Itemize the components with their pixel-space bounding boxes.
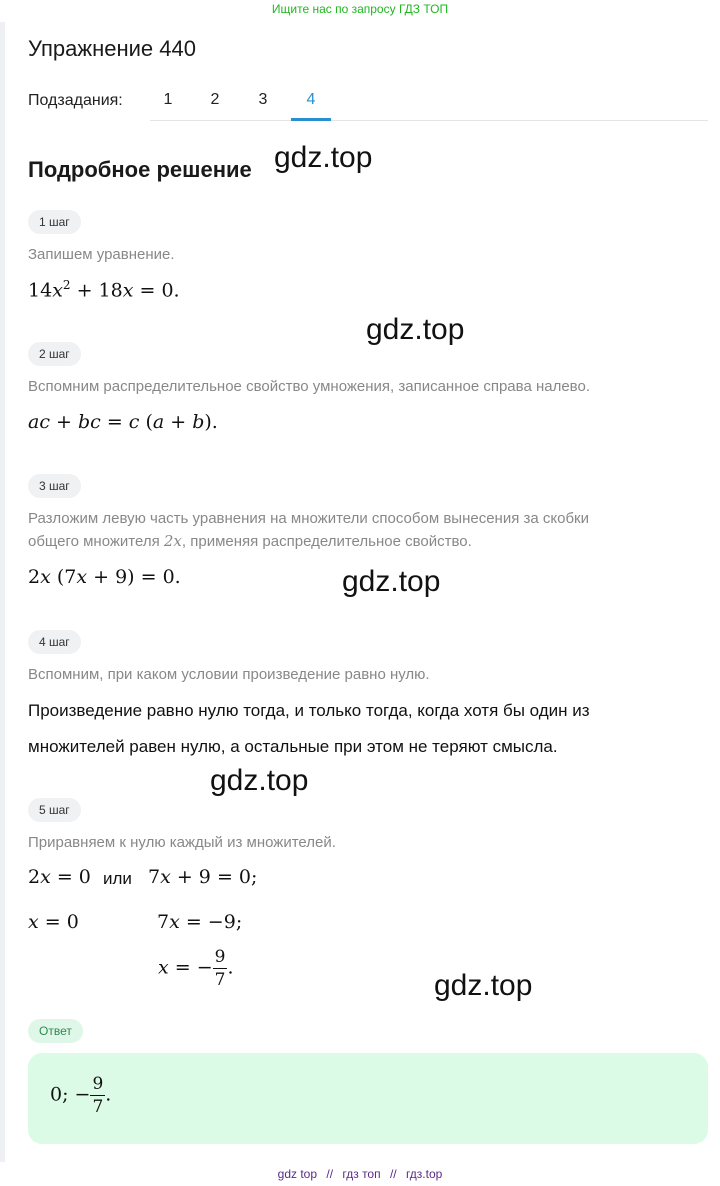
tab-1[interactable]: 1 <box>163 91 173 108</box>
exercise-title: Упражнение 440 <box>28 36 196 61</box>
step-hint: Вспомним распределительное свойство умножения, записанное справа налево. <box>28 378 590 395</box>
or-word: или <box>103 869 132 888</box>
equation-factor-2: 7x + 9 = 0; <box>148 866 258 888</box>
footer-link[interactable]: гдз.top <box>405 1167 443 1181</box>
footer <box>0 1167 720 1181</box>
solution-2: x = − $\frac{9}{7}$ . <box>158 947 234 990</box>
step-badge: 5 шаг <box>28 798 81 822</box>
watermark: gdz.top <box>274 141 373 174</box>
tab-4[interactable]: 4 <box>306 91 316 108</box>
answer-box <box>28 1053 708 1144</box>
watermark: gdz.top <box>210 764 309 797</box>
answer-value: 0; − $\frac{9}{7}$ . <box>50 1074 112 1117</box>
footer-link[interactable]: гдз топ <box>342 1167 381 1181</box>
tab-2[interactable]: 2 <box>210 91 220 108</box>
tabs-divider <box>150 120 708 121</box>
answer-badge: Ответ <box>28 1019 83 1043</box>
equation-step-1: $14x^2 + 18x = 0$. <box>28 278 180 302</box>
tab-3[interactable]: 3 <box>258 91 268 108</box>
zero-product-rule: Произведение равно нулю тогда, и только тогда, когда хотя бы один из множителей равен нулю, а остальные при этом не теряют смысла. <box>28 701 590 756</box>
hint-text: общего множителя <box>28 533 160 550</box>
hint-math: 2x <box>163 532 182 550</box>
step-hint: Вспомним, при каком условии произведение равно нулю. <box>28 666 430 683</box>
step-hint-line2 <box>28 530 472 553</box>
active-tab-indicator <box>291 118 331 121</box>
footer-separator: // <box>389 1167 397 1181</box>
section-title: Подробное решение <box>28 157 252 182</box>
step-badge: 2 шаг <box>28 342 81 366</box>
equation-factor-1: 2x = 0 <box>28 866 91 888</box>
step-hint: Приравняем к нулю каждый из множителей. <box>28 834 336 851</box>
subtasks-label: Подзадания: <box>28 92 123 109</box>
equation-step-3: 2x (7x + 9) = 0. <box>28 566 181 588</box>
distributive-formula: ac + bc = c (a + b). <box>28 411 218 433</box>
step-badge: 4 шаг <box>28 630 81 654</box>
step-badge: 3 шаг <box>28 474 81 498</box>
watermark: gdz.top <box>342 565 441 598</box>
footer-link[interactable]: gdz top <box>277 1167 318 1181</box>
hint-text-end: , применяя распределительное свойство. <box>181 533 472 550</box>
equation-step-5b: 7x = −9; <box>157 911 243 933</box>
footer-separator: // <box>326 1167 334 1181</box>
watermark: gdz.top <box>434 969 533 1002</box>
step-hint: Разложим левую часть уравнения на множители способом вынесения за скобки <box>28 510 589 527</box>
watermark: gdz.top <box>366 313 465 346</box>
search-hint-link[interactable]: Ищите нас по запросу ГДЗ ТОП <box>271 2 449 16</box>
step-badge: 1 шаг <box>28 210 81 234</box>
step-hint: Запишем уравнение. <box>28 246 175 263</box>
solution-1: x = 0 <box>28 911 79 933</box>
